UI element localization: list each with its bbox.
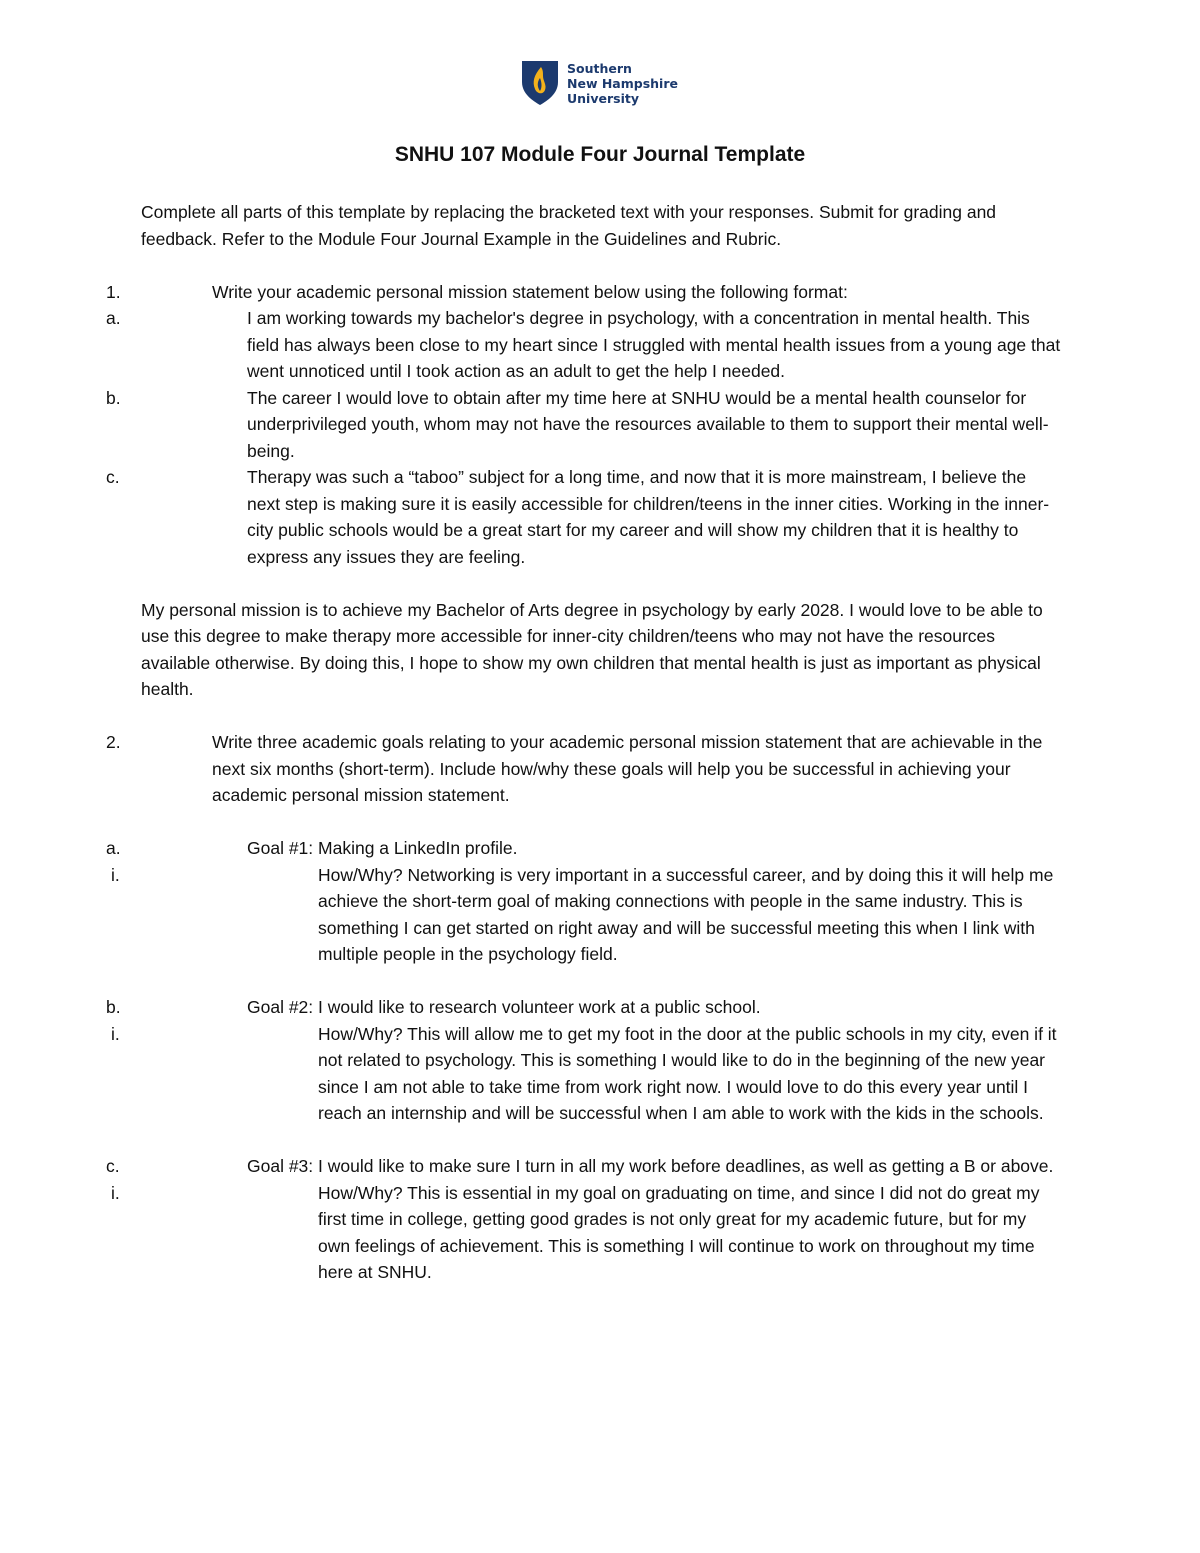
list-roman: i. (111, 1182, 120, 1203)
list-roman: i. (111, 1023, 120, 1044)
list-letter: b. (106, 387, 121, 408)
goal-2 (106, 994, 1061, 1127)
question-2-text: Write three academic goals relating to your academic personal mission statement that are achievable in the next six months (short-term). Include how/why these goals will help you be successful in achieving your academic personal mission statement. (212, 732, 1043, 805)
list-letter: b. (106, 997, 121, 1017)
list-letter: c. (106, 467, 120, 487)
goal-text: Goal #1: Making a LinkedIn profile. (247, 838, 518, 858)
list-item (106, 305, 1061, 385)
question-1 (106, 279, 1061, 571)
snhu-logo (521, 60, 678, 106)
question-2 (106, 729, 1061, 809)
shield-flame-icon (521, 60, 559, 106)
goal-1 (106, 835, 1061, 968)
list-letter: c. (106, 1156, 120, 1176)
goal-reason-item (111, 1180, 1061, 1286)
list-number: 2. (106, 732, 121, 752)
question-2-item (106, 729, 1061, 809)
goal-text: Goal #2: I would like to research volunteer work at a public school. (247, 997, 761, 1017)
goal-item (106, 994, 1061, 1021)
goal-reason-item (111, 1021, 1061, 1127)
document-title: SNHU 107 Module Four Journal Template (394, 143, 806, 166)
list-item (106, 385, 1061, 465)
goal-3 (106, 1153, 1061, 1286)
goal-item (106, 835, 1061, 862)
goal-text: Goal #3: I would like to make sure I turn in all my work before deadlines, as well as getting a B or above. (247, 1156, 1054, 1176)
list-item-text: Therapy was such a “taboo” subject for a long time, and now that it is more mainstream, I believe the next step is making sure it is easily accessible for children/teens in the inner cities. Working in the inner-city public schools would be a great start for my career and will show my children that it is healthy to express any issues they are feeling. (247, 467, 1050, 567)
question-1-item (106, 279, 1061, 306)
goal-reason-text: How/Why? This is essential in my goal on graduating on time, and since I did not do great my first time in college, getting good grades is not only great for my academic future, but for my own feelings of achievement. This is something I will continue to work on throughout my time here at SNHU. (318, 1182, 1040, 1282)
logo-line-1: Southern (567, 61, 632, 76)
list-number: 1. (106, 281, 121, 302)
intro-paragraph: Complete all parts of this template by replacing the bracketed text with your responses. Submit for grading and feedback. Refer to the Module Four Journal Example in the Guidelines and Rubric. (141, 202, 997, 249)
logo-line-2: New Hampshire (567, 76, 678, 91)
list-item-text: The career I would love to obtain after my time here at SNHU would be a mental health counselor for underprivileged youth, whom may not have the resources available to them to support their mental well-being. (247, 387, 1049, 461)
list-item-text: I am working towards my bachelor's degree in psychology, with a concentration in mental health. This field has always been close to my heart since I struggled with mental health issues from a young age that went unnoticed until I took action as an adult to get the help I needed. (247, 308, 1061, 381)
list-roman: i. (111, 864, 120, 885)
list-letter: a. (106, 308, 121, 328)
logo-wordmark (567, 61, 678, 106)
goal-reason-item (111, 862, 1061, 968)
goal-item (106, 1153, 1061, 1180)
list-letter: a. (106, 838, 121, 858)
document-body (106, 199, 1061, 1286)
question-1-text: Write your academic personal mission statement below using the following format: (212, 281, 848, 302)
goal-reason-text: How/Why? This will allow me to get my foot in the door at the public schools in my city, even if it not related to psychology. This is something I would like to do in the beginning of the new year since I am not able to take time from work right now. I would love to do this every year until I reach an internship and will be successful when I am able to work with the kids in the schools. (318, 1023, 1057, 1123)
goal-reason-text: How/Why? Networking is very important in a successful career, and by doing this it will help me achieve the short-term goal of making connections with people in the same industry. This is something I can get started on right away and will be successful meeting this when I link with multiple people in the psychology field. (318, 864, 1054, 964)
logo-line-3: University (567, 91, 639, 106)
mission-paragraph: My personal mission is to achieve my Bachelor of Arts degree in psychology by early 2028. I would love to be able to use this degree to make therapy more accessible for inner-city children/teens who may not have the resources available otherwise. By doing this, I hope to show my own children that mental health is just as important as physical health. (141, 599, 1043, 699)
list-item (106, 464, 1061, 570)
